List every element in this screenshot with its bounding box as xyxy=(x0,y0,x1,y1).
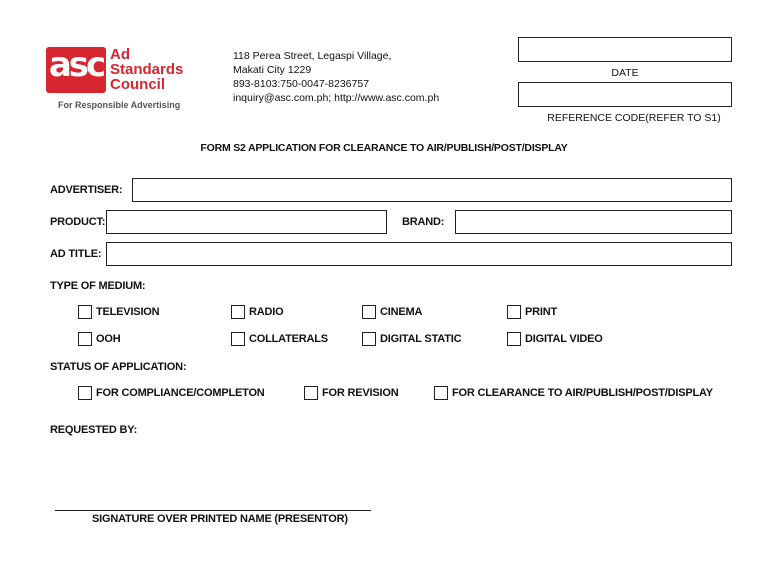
brand-label: BRAND: xyxy=(402,216,445,228)
ooh-label: OOH xyxy=(96,333,121,345)
date-label: DATE xyxy=(611,67,639,79)
for-clearance-checkbox[interactable] xyxy=(434,386,448,400)
medium-heading: TYPE OF MEDIUM: xyxy=(50,280,146,292)
logo-mark xyxy=(46,47,106,93)
address-line-1: 118 Perea Street, Legaspi Village, xyxy=(233,50,392,62)
print-checkbox[interactable] xyxy=(507,305,521,319)
logo-name xyxy=(110,47,183,92)
collaterals-checkbox[interactable] xyxy=(231,332,245,346)
for-revision-label: FOR REVISION xyxy=(322,387,399,399)
reference-code-label: REFERENCE CODE(REFER TO S1) xyxy=(547,112,721,124)
for-clearance-label: FOR CLEARANCE TO AIR/PUBLISH/POST/DISPLAY xyxy=(452,387,713,399)
cinema-checkbox[interactable] xyxy=(362,305,376,319)
reference-code-field[interactable] xyxy=(518,82,732,107)
ad-title-input[interactable] xyxy=(106,242,732,266)
cinema-label: CINEMA xyxy=(380,306,423,318)
digital-video-checkbox[interactable] xyxy=(507,332,521,346)
address-line-4: inquiry@asc.com.ph; http://www.asc.com.ph xyxy=(233,92,440,104)
address-line-3: 893-8103:750-0047-8236757 xyxy=(233,78,370,90)
brand-input[interactable] xyxy=(455,210,732,234)
radio-label: RADIO xyxy=(249,306,284,318)
for-revision-checkbox[interactable] xyxy=(304,386,318,400)
address-line-2: Makati City 1229 xyxy=(233,64,312,76)
logo-name-line1: Ad xyxy=(110,46,130,63)
television-checkbox[interactable] xyxy=(78,305,92,319)
logo-mark-text: asc xyxy=(48,45,104,85)
logo-name-line3: Council xyxy=(110,76,165,93)
product-input[interactable] xyxy=(106,210,387,234)
form-title: FORM S2 APPLICATION FOR CLEARANCE TO AIR/PUBLISH/POST/DISPLAY xyxy=(200,142,568,154)
advertiser-label: ADVERTISER: xyxy=(50,184,123,196)
ooh-checkbox[interactable] xyxy=(78,332,92,346)
advertiser-input[interactable] xyxy=(132,178,732,202)
asc-logo xyxy=(46,47,206,113)
digital-video-label: DIGITAL VIDEO xyxy=(525,333,603,345)
logo-name-line2: Standards xyxy=(110,61,184,78)
status-heading: STATUS OF APPLICATION: xyxy=(50,361,187,373)
print-label: PRINT xyxy=(525,306,558,318)
for-compliance-checkbox[interactable] xyxy=(78,386,92,400)
logo-tagline: For Responsible Advertising xyxy=(58,100,181,110)
radio-checkbox[interactable] xyxy=(231,305,245,319)
signature-line[interactable] xyxy=(55,510,371,511)
collaterals-label: COLLATERALS xyxy=(249,333,328,345)
requested-by-label: REQUESTED BY: xyxy=(50,424,138,436)
product-label: PRODUCT: xyxy=(50,216,106,228)
television-label: TELEVISION xyxy=(96,306,160,318)
date-field[interactable] xyxy=(518,37,732,62)
for-compliance-label: FOR COMPLIANCE/COMPLETON xyxy=(96,387,265,399)
digital-static-checkbox[interactable] xyxy=(362,332,376,346)
signature-label: SIGNATURE OVER PRINTED NAME (PRESENTOR) xyxy=(92,513,348,525)
ad-title-label: AD TITLE: xyxy=(50,248,102,260)
digital-static-label: DIGITAL STATIC xyxy=(380,333,462,345)
